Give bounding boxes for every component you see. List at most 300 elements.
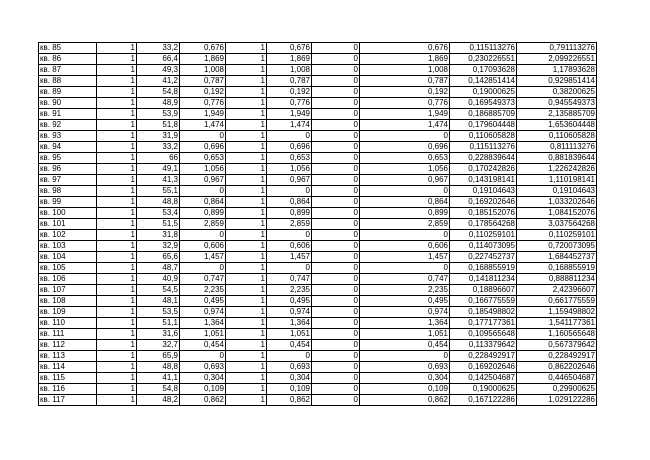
value-cell[interactable]: 1 <box>226 197 267 208</box>
value-cell[interactable]: 1,051 <box>180 329 226 340</box>
value-cell[interactable]: 0,454 <box>180 340 226 351</box>
value-cell[interactable]: 0,787 <box>360 76 450 87</box>
value-cell[interactable]: 0,177177361 <box>450 318 517 329</box>
value-cell[interactable]: 1 <box>226 285 267 296</box>
value-cell[interactable]: 1,110198141 <box>517 175 597 186</box>
value-cell[interactable]: 0 <box>267 230 312 241</box>
value-cell[interactable]: 31,6 <box>137 329 180 340</box>
value-cell[interactable]: 1,869 <box>180 54 226 65</box>
value-cell[interactable]: 1,949 <box>267 109 312 120</box>
value-cell[interactable]: 0,606 <box>360 241 450 252</box>
apartment-label-cell[interactable]: кв. 114 <box>39 362 97 373</box>
apartment-label-cell[interactable]: кв. 104 <box>39 252 97 263</box>
value-cell[interactable]: 0 <box>312 373 360 384</box>
value-cell[interactable]: 0,862 <box>267 395 312 406</box>
value-cell[interactable]: 1,056 <box>267 164 312 175</box>
value-cell[interactable]: 0,227452737 <box>450 252 517 263</box>
value-cell[interactable]: 0 <box>312 43 360 54</box>
value-cell[interactable]: 0 <box>312 109 360 120</box>
value-cell[interactable]: 0,653 <box>180 153 226 164</box>
value-cell[interactable]: 0,230226551 <box>450 54 517 65</box>
value-cell[interactable]: 0,693 <box>180 362 226 373</box>
value-cell[interactable]: 0 <box>267 351 312 362</box>
value-cell[interactable]: 0,110605828 <box>450 131 517 142</box>
value-cell[interactable]: 1,474 <box>267 120 312 131</box>
value-cell[interactable]: 0,304 <box>180 373 226 384</box>
value-cell[interactable]: 32,7 <box>137 340 180 351</box>
value-cell[interactable]: 33,2 <box>137 43 180 54</box>
apartment-label-cell[interactable]: кв. 99 <box>39 197 97 208</box>
value-cell[interactable]: 0 <box>180 351 226 362</box>
value-cell[interactable]: 0 <box>312 219 360 230</box>
value-cell[interactable]: 0,974 <box>360 307 450 318</box>
value-cell[interactable]: 0 <box>360 351 450 362</box>
value-cell[interactable]: 51,1 <box>137 318 180 329</box>
value-cell[interactable]: 0 <box>360 186 450 197</box>
value-cell[interactable]: 1 <box>226 340 267 351</box>
value-cell[interactable]: 0,192 <box>180 87 226 98</box>
value-cell[interactable]: 0 <box>360 230 450 241</box>
value-cell[interactable]: 0 <box>312 296 360 307</box>
value-cell[interactable]: 0,228492917 <box>450 351 517 362</box>
value-cell[interactable]: 0,791113276 <box>517 43 597 54</box>
value-cell[interactable]: 0,967 <box>360 175 450 186</box>
value-cell[interactable]: 1 <box>97 252 137 263</box>
value-cell[interactable]: 0 <box>360 263 450 274</box>
value-cell[interactable]: 1,033202646 <box>517 197 597 208</box>
value-cell[interactable]: 51,5 <box>137 219 180 230</box>
value-cell[interactable]: 0,811113276 <box>517 142 597 153</box>
value-cell[interactable]: 2,099226551 <box>517 54 597 65</box>
value-cell[interactable]: 0,776 <box>180 98 226 109</box>
apartment-label-cell[interactable]: кв. 95 <box>39 153 97 164</box>
value-cell[interactable]: 0,114073095 <box>450 241 517 252</box>
value-cell[interactable]: 1 <box>226 373 267 384</box>
value-cell[interactable]: 0 <box>180 230 226 241</box>
value-cell[interactable]: 0 <box>312 351 360 362</box>
value-cell[interactable]: 0,693 <box>267 362 312 373</box>
value-cell[interactable]: 0,110259101 <box>517 230 597 241</box>
value-cell[interactable]: 0,606 <box>267 241 312 252</box>
apartment-label-cell[interactable]: кв. 102 <box>39 230 97 241</box>
value-cell[interactable]: 55,1 <box>137 186 180 197</box>
value-cell[interactable]: 0,720073095 <box>517 241 597 252</box>
value-cell[interactable]: 0 <box>312 186 360 197</box>
value-cell[interactable]: 0 <box>312 65 360 76</box>
value-cell[interactable]: 0,495 <box>360 296 450 307</box>
value-cell[interactable]: 0 <box>267 263 312 274</box>
value-cell[interactable]: 0 <box>312 318 360 329</box>
value-cell[interactable]: 1 <box>226 362 267 373</box>
apartment-label-cell[interactable]: кв. 89 <box>39 87 97 98</box>
value-cell[interactable]: 0,186885709 <box>450 109 517 120</box>
value-cell[interactable]: 0 <box>312 307 360 318</box>
value-cell[interactable]: 1 <box>97 373 137 384</box>
value-cell[interactable]: 0,143198141 <box>450 175 517 186</box>
value-cell[interactable]: 1 <box>226 186 267 197</box>
value-cell[interactable]: 1 <box>226 241 267 252</box>
value-cell[interactable]: 0,881839644 <box>517 153 597 164</box>
apartment-label-cell[interactable]: кв. 96 <box>39 164 97 175</box>
value-cell[interactable]: 1,869 <box>360 54 450 65</box>
value-cell[interactable]: 0 <box>312 142 360 153</box>
value-cell[interactable]: 2,859 <box>180 219 226 230</box>
value-cell[interactable]: 0,179604448 <box>450 120 517 131</box>
value-cell[interactable]: 1 <box>97 76 137 87</box>
value-cell[interactable]: 1 <box>226 307 267 318</box>
value-cell[interactable]: 0 <box>312 175 360 186</box>
value-cell[interactable]: 0 <box>312 153 360 164</box>
value-cell[interactable]: 66,4 <box>137 54 180 65</box>
value-cell[interactable]: 1,457 <box>360 252 450 263</box>
value-cell[interactable]: 1 <box>97 197 137 208</box>
value-cell[interactable]: 0 <box>312 241 360 252</box>
value-cell[interactable]: 0,110605828 <box>517 131 597 142</box>
value-cell[interactable]: 0,495 <box>267 296 312 307</box>
value-cell[interactable]: 2,235 <box>267 285 312 296</box>
value-cell[interactable]: 1,949 <box>360 109 450 120</box>
value-cell[interactable]: 0,974 <box>267 307 312 318</box>
value-cell[interactable]: 1 <box>226 120 267 131</box>
value-cell[interactable]: 1,364 <box>360 318 450 329</box>
value-cell[interactable]: 1 <box>226 98 267 109</box>
value-cell[interactable]: 0,567379642 <box>517 340 597 351</box>
value-cell[interactable]: 1 <box>97 164 137 175</box>
value-cell[interactable]: 1,051 <box>267 329 312 340</box>
value-cell[interactable]: 1,008 <box>180 65 226 76</box>
value-cell[interactable]: 0,110259101 <box>450 230 517 241</box>
apartment-label-cell[interactable]: кв. 110 <box>39 318 97 329</box>
value-cell[interactable]: 48,8 <box>137 362 180 373</box>
value-cell[interactable]: 0,661775559 <box>517 296 597 307</box>
value-cell[interactable]: 41,2 <box>137 76 180 87</box>
value-cell[interactable]: 1 <box>226 318 267 329</box>
apartment-label-cell[interactable]: кв. 93 <box>39 131 97 142</box>
value-cell[interactable]: 0 <box>312 76 360 87</box>
value-cell[interactable]: 0,454 <box>267 340 312 351</box>
value-cell[interactable]: 1,457 <box>180 252 226 263</box>
value-cell[interactable]: 0,169202646 <box>450 197 517 208</box>
value-cell[interactable]: 0,19104643 <box>517 186 597 197</box>
value-cell[interactable]: 0 <box>312 263 360 274</box>
value-cell[interactable]: 1,653604448 <box>517 120 597 131</box>
value-cell[interactable]: 1 <box>97 296 137 307</box>
value-cell[interactable]: 31,8 <box>137 230 180 241</box>
apartment-label-cell[interactable]: кв. 88 <box>39 76 97 87</box>
value-cell[interactable]: 0,888811234 <box>517 274 597 285</box>
value-cell[interactable]: 1 <box>226 175 267 186</box>
value-cell[interactable]: 1 <box>97 263 137 274</box>
value-cell[interactable]: 0 <box>312 274 360 285</box>
value-cell[interactable]: 1,474 <box>180 120 226 131</box>
value-cell[interactable]: 0,185498802 <box>450 307 517 318</box>
value-cell[interactable]: 0 <box>312 395 360 406</box>
value-cell[interactable]: 0,19104643 <box>450 186 517 197</box>
value-cell[interactable]: 0 <box>312 164 360 175</box>
value-cell[interactable]: 0,864 <box>267 197 312 208</box>
value-cell[interactable]: 0,967 <box>180 175 226 186</box>
apartment-label-cell[interactable]: кв. 115 <box>39 373 97 384</box>
value-cell[interactable]: 1 <box>97 329 137 340</box>
value-cell[interactable]: 1 <box>97 318 137 329</box>
apartment-label-cell[interactable]: кв. 86 <box>39 54 97 65</box>
value-cell[interactable]: 41,3 <box>137 175 180 186</box>
value-cell[interactable]: 0,696 <box>180 142 226 153</box>
value-cell[interactable]: 1 <box>97 43 137 54</box>
value-cell[interactable]: 0,899 <box>180 208 226 219</box>
value-cell[interactable]: 0 <box>312 131 360 142</box>
value-cell[interactable]: 1,226242826 <box>517 164 597 175</box>
value-cell[interactable]: 1,056 <box>180 164 226 175</box>
value-cell[interactable]: 0,653 <box>360 153 450 164</box>
value-cell[interactable]: 0 <box>312 362 360 373</box>
value-cell[interactable]: 0 <box>267 186 312 197</box>
value-cell[interactable]: 1 <box>97 362 137 373</box>
value-cell[interactable]: 0 <box>267 131 312 142</box>
value-cell[interactable]: 0,19000625 <box>450 87 517 98</box>
value-cell[interactable]: 0,170242826 <box>450 164 517 175</box>
value-cell[interactable]: 1 <box>97 384 137 395</box>
apartment-label-cell[interactable]: кв. 112 <box>39 340 97 351</box>
value-cell[interactable]: 54,5 <box>137 285 180 296</box>
value-cell[interactable]: 0 <box>312 384 360 395</box>
value-cell[interactable]: 0,178564268 <box>450 219 517 230</box>
value-cell[interactable]: 0,945549373 <box>517 98 597 109</box>
value-cell[interactable]: 1 <box>97 131 137 142</box>
value-cell[interactable]: 1 <box>97 208 137 219</box>
value-cell[interactable]: 0,228839644 <box>450 153 517 164</box>
value-cell[interactable]: 0 <box>312 285 360 296</box>
apartment-label-cell[interactable]: кв. 108 <box>39 296 97 307</box>
value-cell[interactable]: 0,192 <box>267 87 312 98</box>
value-cell[interactable]: 0,142851414 <box>450 76 517 87</box>
value-cell[interactable]: 1 <box>97 351 137 362</box>
value-cell[interactable]: 0 <box>312 208 360 219</box>
value-cell[interactable]: 31,9 <box>137 131 180 142</box>
value-cell[interactable]: 0,185152076 <box>450 208 517 219</box>
value-cell[interactable]: 1 <box>97 274 137 285</box>
value-cell[interactable]: 1 <box>226 263 267 274</box>
value-cell[interactable]: 1 <box>226 109 267 120</box>
value-cell[interactable]: 1,159498802 <box>517 307 597 318</box>
value-cell[interactable]: 1 <box>226 131 267 142</box>
value-cell[interactable]: 2,135885709 <box>517 109 597 120</box>
value-cell[interactable]: 66 <box>137 153 180 164</box>
apartment-label-cell[interactable]: кв. 106 <box>39 274 97 285</box>
value-cell[interactable]: 1,029122286 <box>517 395 597 406</box>
value-cell[interactable]: 49,3 <box>137 65 180 76</box>
value-cell[interactable]: 0,29900625 <box>517 384 597 395</box>
value-cell[interactable]: 2,42396607 <box>517 285 597 296</box>
value-cell[interactable]: 0,17093628 <box>450 65 517 76</box>
value-cell[interactable]: 65,9 <box>137 351 180 362</box>
value-cell[interactable]: 1,541177361 <box>517 318 597 329</box>
value-cell[interactable]: 0,696 <box>267 142 312 153</box>
value-cell[interactable]: 0 <box>312 252 360 263</box>
value-cell[interactable]: 1 <box>97 109 137 120</box>
value-cell[interactable]: 53,9 <box>137 109 180 120</box>
value-cell[interactable]: 0,38200625 <box>517 87 597 98</box>
value-cell[interactable]: 53,4 <box>137 208 180 219</box>
value-cell[interactable]: 1 <box>226 87 267 98</box>
value-cell[interactable]: 0,653 <box>267 153 312 164</box>
value-cell[interactable]: 1 <box>97 87 137 98</box>
value-cell[interactable]: 1 <box>226 76 267 87</box>
apartment-label-cell[interactable]: кв. 103 <box>39 241 97 252</box>
value-cell[interactable]: 1 <box>97 65 137 76</box>
value-cell[interactable]: 0,967 <box>267 175 312 186</box>
value-cell[interactable]: 0 <box>180 186 226 197</box>
value-cell[interactable]: 0 <box>312 120 360 131</box>
apartment-label-cell[interactable]: кв. 87 <box>39 65 97 76</box>
value-cell[interactable]: 0,109565648 <box>450 329 517 340</box>
value-cell[interactable]: 0 <box>180 263 226 274</box>
value-cell[interactable]: 0,446504687 <box>517 373 597 384</box>
value-cell[interactable]: 0,167122286 <box>450 395 517 406</box>
apartment-label-cell[interactable]: кв. 111 <box>39 329 97 340</box>
value-cell[interactable]: 0,454 <box>360 340 450 351</box>
apartment-label-cell[interactable]: кв. 109 <box>39 307 97 318</box>
value-cell[interactable]: 48,1 <box>137 296 180 307</box>
value-cell[interactable]: 0,747 <box>267 274 312 285</box>
value-cell[interactable]: 0,676 <box>180 43 226 54</box>
value-cell[interactable]: 0,18896607 <box>450 285 517 296</box>
value-cell[interactable]: 1,869 <box>267 54 312 65</box>
value-cell[interactable]: 1,684452737 <box>517 252 597 263</box>
value-cell[interactable]: 0,862 <box>180 395 226 406</box>
apartment-label-cell[interactable]: кв. 98 <box>39 186 97 197</box>
value-cell[interactable]: 1 <box>97 98 137 109</box>
value-cell[interactable]: 0,787 <box>180 76 226 87</box>
value-cell[interactable]: 1 <box>97 142 137 153</box>
apartment-label-cell[interactable]: кв. 107 <box>39 285 97 296</box>
value-cell[interactable]: 41,1 <box>137 373 180 384</box>
value-cell[interactable]: 1 <box>97 395 137 406</box>
value-cell[interactable]: 54,8 <box>137 87 180 98</box>
value-cell[interactable]: 2,235 <box>360 285 450 296</box>
value-cell[interactable]: 0,747 <box>360 274 450 285</box>
value-cell[interactable]: 1,364 <box>267 318 312 329</box>
value-cell[interactable]: 0,115113276 <box>450 43 517 54</box>
value-cell[interactable]: 2,859 <box>267 219 312 230</box>
value-cell[interactable]: 1,949 <box>180 109 226 120</box>
value-cell[interactable]: 0,676 <box>267 43 312 54</box>
apartment-label-cell[interactable]: кв. 91 <box>39 109 97 120</box>
apartment-label-cell[interactable]: кв. 117 <box>39 395 97 406</box>
value-cell[interactable]: 0,109 <box>267 384 312 395</box>
value-cell[interactable]: 1,17893628 <box>517 65 597 76</box>
value-cell[interactable]: 0,304 <box>267 373 312 384</box>
value-cell[interactable]: 1,051 <box>360 329 450 340</box>
value-cell[interactable]: 1 <box>226 384 267 395</box>
value-cell[interactable]: 40,9 <box>137 274 180 285</box>
value-cell[interactable]: 0,676 <box>360 43 450 54</box>
apartment-label-cell[interactable]: кв. 90 <box>39 98 97 109</box>
value-cell[interactable]: 1,364 <box>180 318 226 329</box>
value-cell[interactable]: 0,113379642 <box>450 340 517 351</box>
value-cell[interactable]: 0 <box>312 230 360 241</box>
value-cell[interactable]: 0,974 <box>180 307 226 318</box>
value-cell[interactable]: 0,693 <box>360 362 450 373</box>
value-cell[interactable]: 1 <box>226 219 267 230</box>
value-cell[interactable]: 0,929851414 <box>517 76 597 87</box>
value-cell[interactable]: 0,862 <box>360 395 450 406</box>
value-cell[interactable]: 1 <box>226 164 267 175</box>
value-cell[interactable]: 3,037564268 <box>517 219 597 230</box>
value-cell[interactable]: 1,457 <box>267 252 312 263</box>
value-cell[interactable]: 32,9 <box>137 241 180 252</box>
value-cell[interactable]: 1 <box>226 351 267 362</box>
apartment-label-cell[interactable]: кв. 92 <box>39 120 97 131</box>
value-cell[interactable]: 1 <box>226 153 267 164</box>
apartment-label-cell[interactable]: кв. 116 <box>39 384 97 395</box>
value-cell[interactable]: 1 <box>97 230 137 241</box>
apartment-label-cell[interactable]: кв. 101 <box>39 219 97 230</box>
value-cell[interactable]: 0,747 <box>180 274 226 285</box>
value-cell[interactable]: 1 <box>226 252 267 263</box>
value-cell[interactable]: 1 <box>97 54 137 65</box>
value-cell[interactable]: 0,169202646 <box>450 362 517 373</box>
value-cell[interactable]: 1 <box>97 175 137 186</box>
value-cell[interactable]: 0,862202646 <box>517 362 597 373</box>
value-cell[interactable]: 0,899 <box>267 208 312 219</box>
apartment-label-cell[interactable]: кв. 100 <box>39 208 97 219</box>
value-cell[interactable]: 0 <box>312 197 360 208</box>
value-cell[interactable]: 1 <box>226 230 267 241</box>
value-cell[interactable]: 1 <box>226 43 267 54</box>
value-cell[interactable]: 0,787 <box>267 76 312 87</box>
value-cell[interactable]: 1 <box>226 65 267 76</box>
value-cell[interactable]: 1,056 <box>360 164 450 175</box>
apartment-label-cell[interactable]: кв. 113 <box>39 351 97 362</box>
value-cell[interactable]: 1,474 <box>360 120 450 131</box>
value-cell[interactable]: 1 <box>226 142 267 153</box>
value-cell[interactable]: 0,776 <box>360 98 450 109</box>
value-cell[interactable]: 0,606 <box>180 241 226 252</box>
value-cell[interactable]: 0,495 <box>180 296 226 307</box>
value-cell[interactable]: 1,160565648 <box>517 329 597 340</box>
value-cell[interactable]: 1,008 <box>360 65 450 76</box>
value-cell[interactable]: 0,169549373 <box>450 98 517 109</box>
value-cell[interactable]: 0,141811234 <box>450 274 517 285</box>
value-cell[interactable]: 0,192 <box>360 87 450 98</box>
value-cell[interactable]: 48,7 <box>137 263 180 274</box>
value-cell[interactable]: 0,142504687 <box>450 373 517 384</box>
value-cell[interactable]: 0,115113276 <box>450 142 517 153</box>
value-cell[interactable]: 0,166775559 <box>450 296 517 307</box>
value-cell[interactable]: 53,5 <box>137 307 180 318</box>
value-cell[interactable]: 1 <box>226 296 267 307</box>
value-cell[interactable]: 0,168855919 <box>450 263 517 274</box>
value-cell[interactable]: 1 <box>97 241 137 252</box>
value-cell[interactable]: 48,9 <box>137 98 180 109</box>
value-cell[interactable]: 1,084152076 <box>517 208 597 219</box>
value-cell[interactable]: 33,2 <box>137 142 180 153</box>
value-cell[interactable]: 1 <box>226 54 267 65</box>
value-cell[interactable]: 0 <box>312 98 360 109</box>
value-cell[interactable]: 51,8 <box>137 120 180 131</box>
value-cell[interactable]: 48,8 <box>137 197 180 208</box>
value-cell[interactable]: 1 <box>226 208 267 219</box>
value-cell[interactable]: 1 <box>226 274 267 285</box>
value-cell[interactable]: 0 <box>180 131 226 142</box>
value-cell[interactable]: 0 <box>312 87 360 98</box>
value-cell[interactable]: 65,6 <box>137 252 180 263</box>
value-cell[interactable]: 0,304 <box>360 373 450 384</box>
value-cell[interactable]: 0,696 <box>360 142 450 153</box>
value-cell[interactable]: 0 <box>360 131 450 142</box>
value-cell[interactable]: 1,008 <box>267 65 312 76</box>
